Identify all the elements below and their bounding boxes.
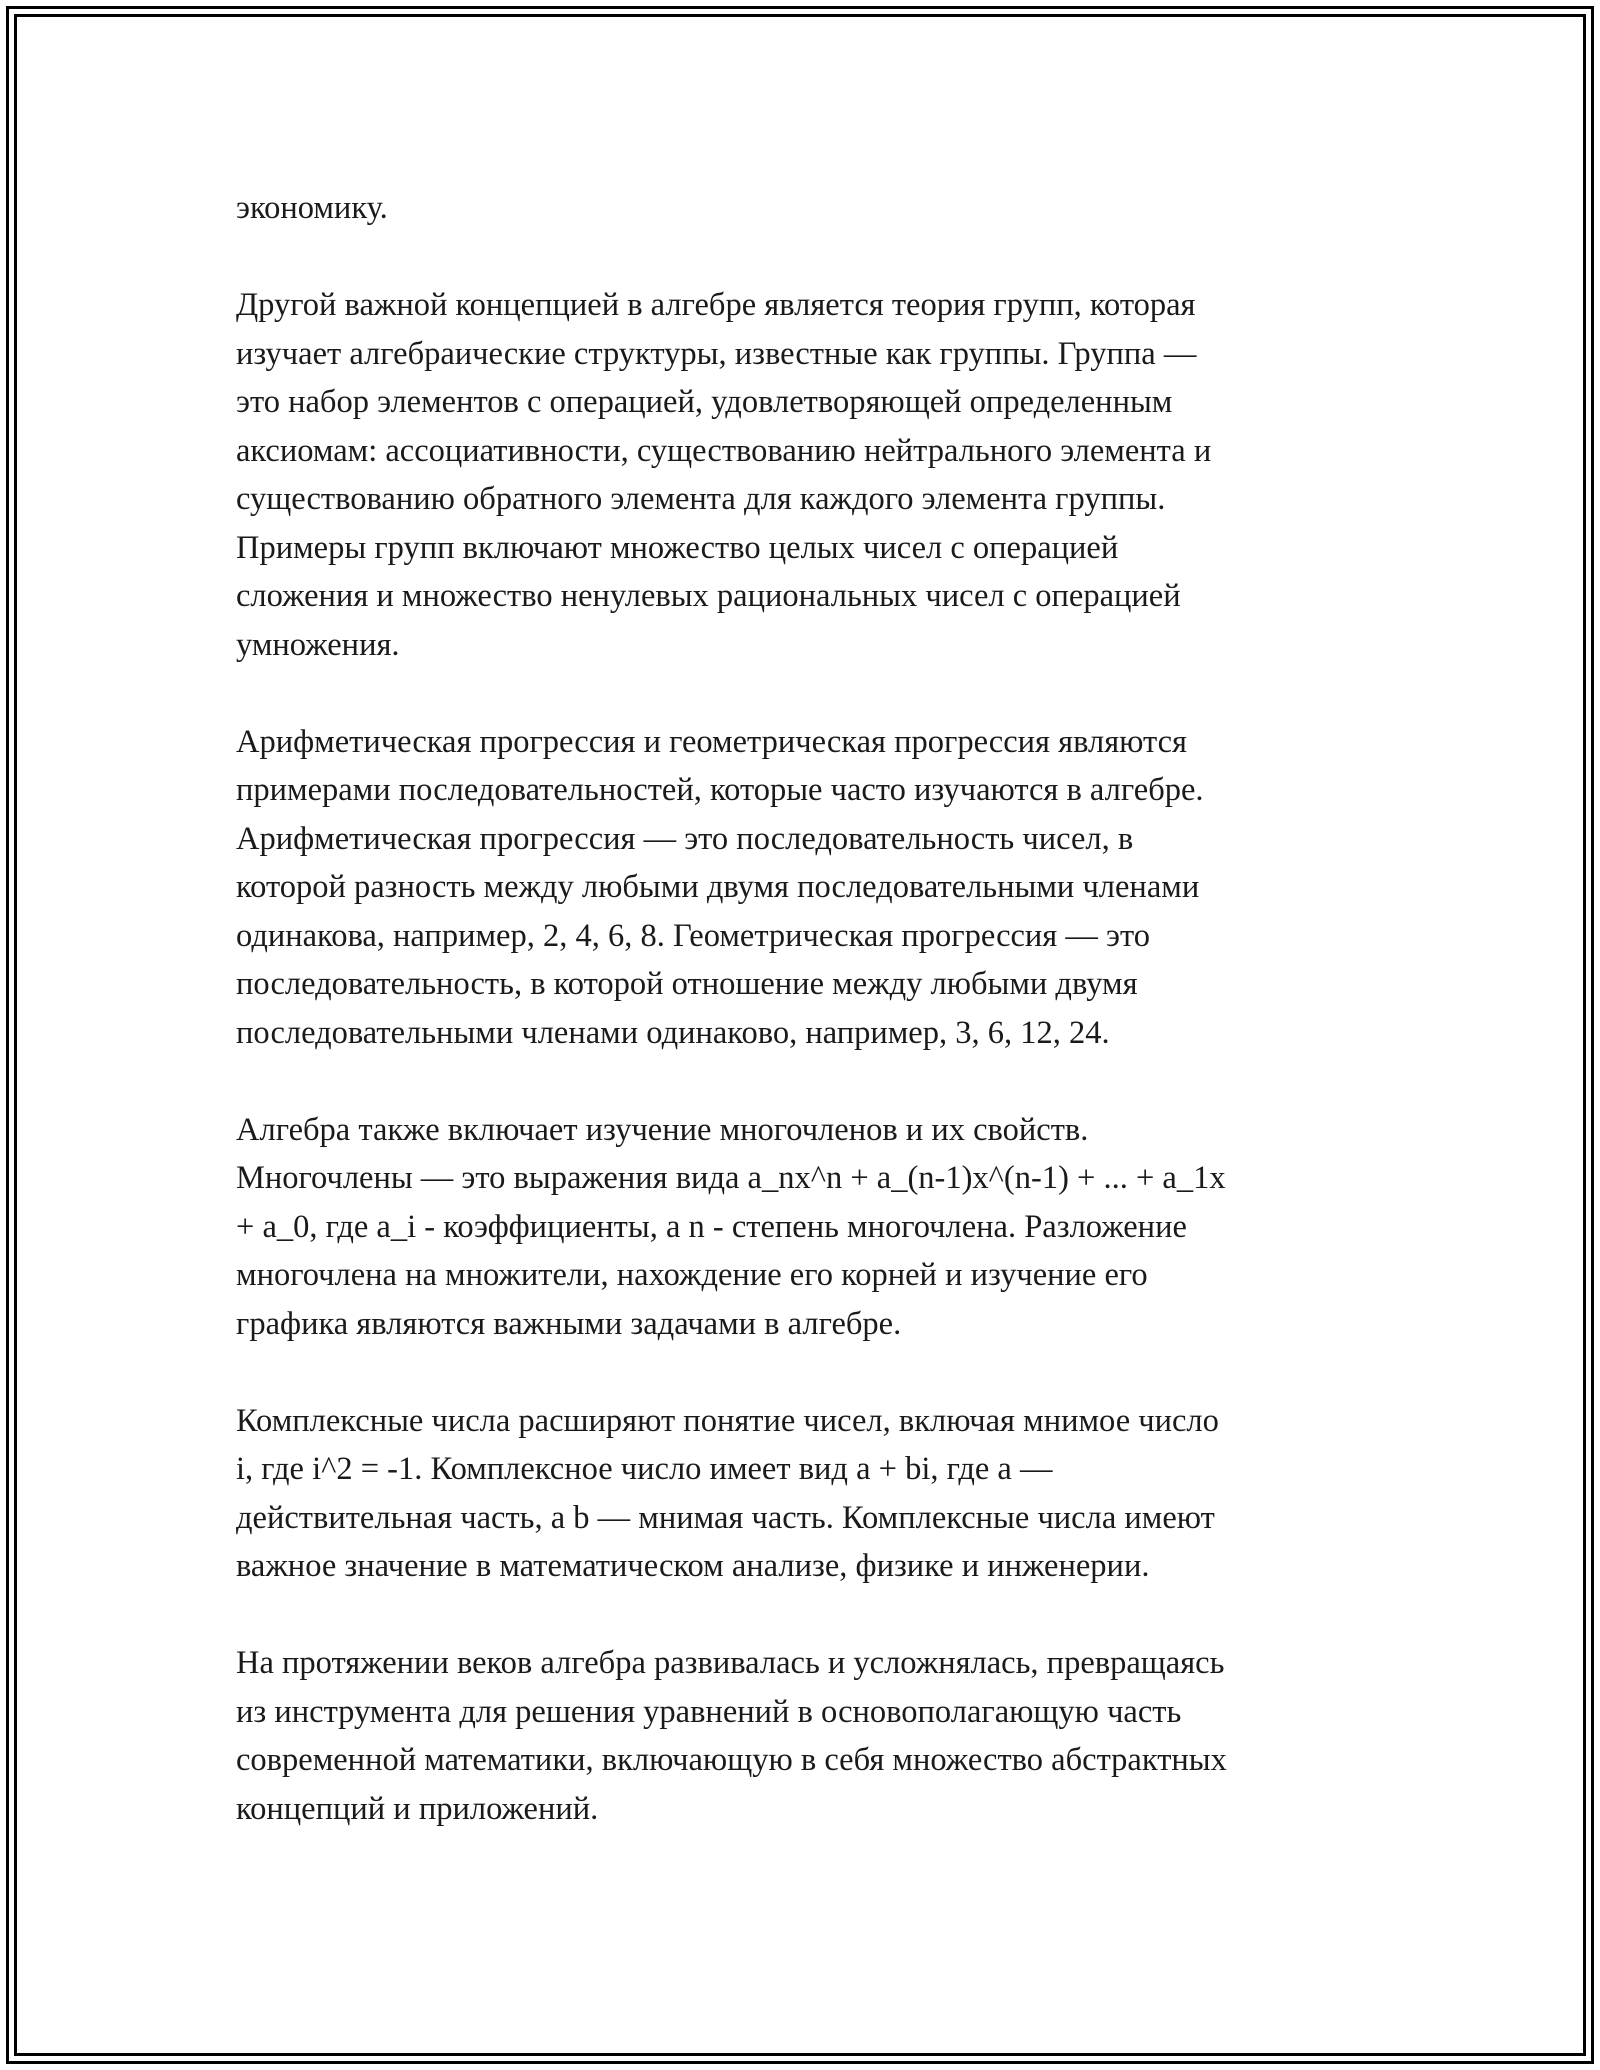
text-line: важное значение в математическом анализе, физике и инженерии.	[236, 1548, 1150, 1584]
text-line: Другой важной концепцией в алгебре является теория групп, которая	[236, 287, 1196, 323]
text-line: сложения и множество ненулевых рациональных чисел с операцией	[236, 578, 1181, 614]
text-line: современной математики, включающую в себя множество абстрактных	[236, 1742, 1227, 1778]
text-line: изучает алгебраические структуры, известные как группы. Группа —	[236, 335, 1197, 372]
text-line: действительная часть, а b — мнимая часть. Комплексные числа имеют	[236, 1499, 1215, 1536]
text-line: Многочлены — это выражения вида a_nx^n + a_(n-1)x^(n-1) + ... + a_1x	[236, 1160, 1226, 1196]
paragraph-6	[236, 1639, 1366, 1833]
paragraph-3	[236, 718, 1366, 1058]
text-line: существованию обратного элемента для каждого элемента группы.	[236, 481, 1166, 517]
text-line: i, где i^2 = -1. Комплексное число имеет вид a + bi, где a —	[236, 1451, 1053, 1487]
text-line: умножения.	[236, 626, 400, 663]
paragraph-4	[236, 1106, 1366, 1349]
text-line: последовательными членами одинаково, например, 3, 6, 12, 24.	[236, 1014, 1110, 1051]
text-line: аксиомам: ассоциативности, существованию нейтрального элемента и	[236, 432, 1212, 469]
text-line: одинакова, например, 2, 4, 6, 8. Геометрическая прогрессия — это	[236, 917, 1150, 954]
text-line: Алгебра также включает изучение многочленов и их свойств.	[236, 1111, 1089, 1148]
text-line: это набор элементов с операцией, удовлетворяющей определенным	[236, 384, 1173, 420]
text-line: примерами последовательностей, которые часто изучаются в алгебре.	[236, 772, 1204, 808]
text-line: из инструмента для решения уравнений в основополагающую часть	[236, 1693, 1182, 1730]
paragraph-1	[236, 184, 1366, 233]
text-line: последовательность, в которой отношение между любыми двумя	[236, 966, 1138, 1002]
text-line: графика являются важными задачами в алгебре.	[236, 1305, 902, 1342]
paragraph-5	[236, 1397, 1366, 1591]
text-line: экономику.	[236, 190, 388, 226]
text-line: + a_0, где a_i - коэффициенты, а n - степень многочлена. Разложение	[236, 1208, 1187, 1245]
document-body	[236, 184, 1366, 1882]
paragraph-2	[236, 281, 1366, 669]
text-line: которой разность между любыми двумя последовательными членами	[236, 869, 1200, 905]
text-line: концепций и приложений.	[236, 1790, 599, 1827]
text-line: Арифметическая прогрессия — это последовательность чисел, в	[236, 820, 1134, 857]
text-line: Комплексные числа расширяют понятие чисел, включая мнимое число	[236, 1402, 1219, 1439]
text-line: многочлена на множители, нахождение его корней и изучение его	[236, 1257, 1148, 1293]
text-line: Примеры групп включают множество целых чисел с операцией	[236, 529, 1119, 566]
text-line: На протяжении веков алгебра развивалась и усложнялась, превращаясь	[236, 1645, 1225, 1681]
text-line: Арифметическая прогрессия и геометрическая прогрессия являются	[236, 723, 1187, 760]
